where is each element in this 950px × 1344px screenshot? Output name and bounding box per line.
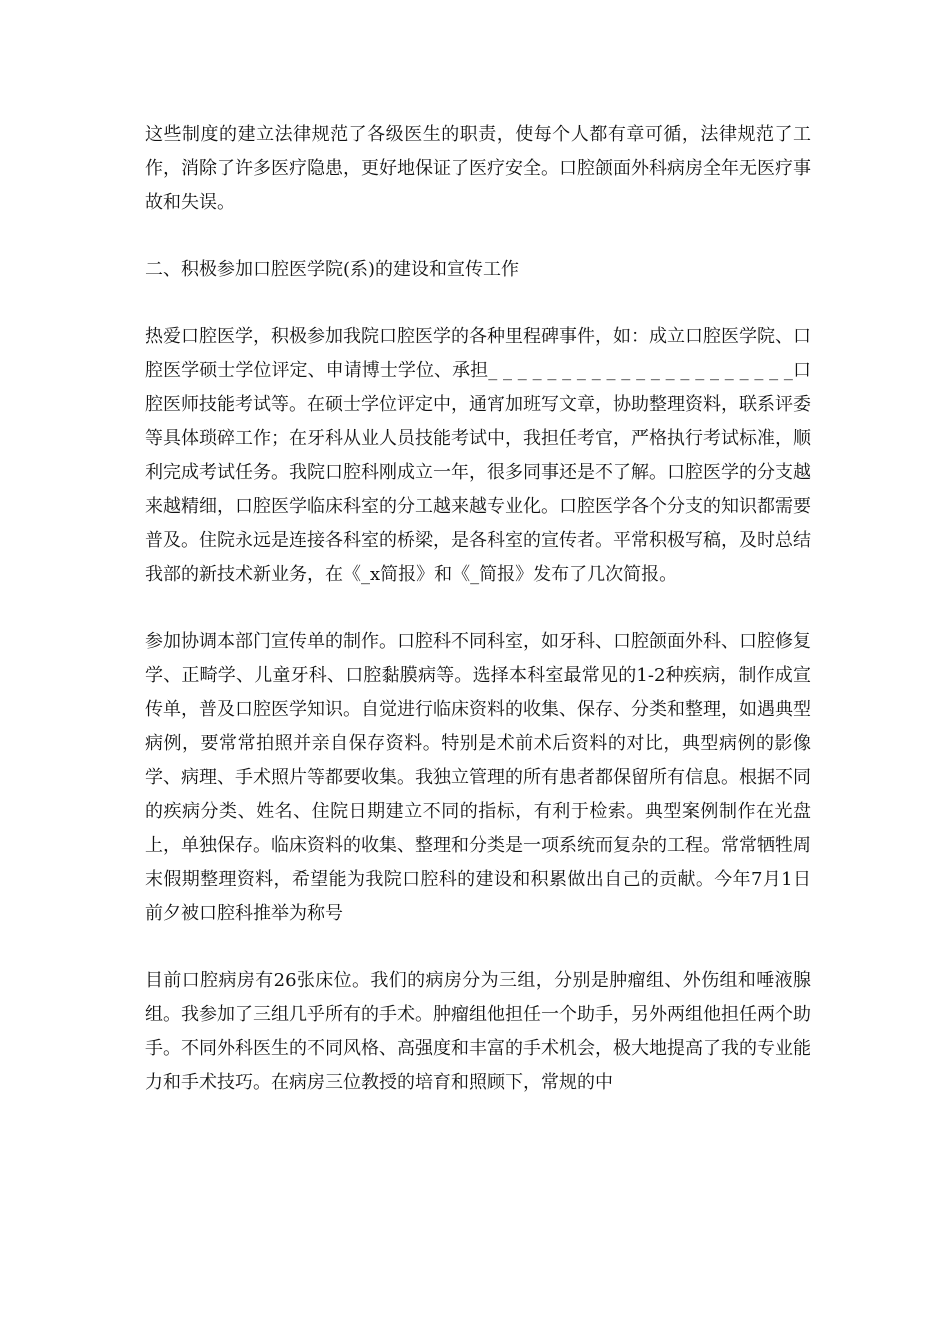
section-heading-2: 二、积极参加口腔医学院(系)的建设和宣传工作 <box>145 259 520 280</box>
document-body <box>145 118 811 1133</box>
paragraph-leaflet-production: 参加协调本部门宣传单的制作。口腔科不同科室，如牙科、口腔颌面外科、口腔修复学、正畸学、儿童牙科、口腔黏膜病等。选择本科室最常见的1-2种疾病，制作成宣传单，普及口腔医学知识。自觉进行临床资料的收集、保存、分类和整理，如遇典型病例，要常常拍照并亲自保存资料。特别是术前术后资料的对比，典型病例的影像学、病理、手术照片等都要收集。我独立管理的所有患者都保留所有信息。根据不同的疾病分类、姓名、住院日期建立不同的指标，有利于检索。典型案例制作在光盘上，单独保存。临床资料的收集、整理和分类是一项系统而复杂的工程。常常牺牲周末假期整理资料，希望能为我院口腔科的建设和积累做出自己的贡献。今年7月1日前夕被口腔科推举为称号 <box>145 631 811 924</box>
paragraph-medical-safety: 这些制度的建立法律规范了各级医生的职责，使每个人都有章可循，法律规范了工作，消除了许多医疗隐患，更好地保证了医疗安全。口腔颌面外科病房全年无医疗事故和失误。 <box>145 124 811 213</box>
paragraph-construction-publicity: 热爱口腔医学，积极参加我院口腔医学的各种里程碑事件，如：成立口腔医学院、口腔医学硕士学位评定、申请博士学位、承担_ _ _ _ _ _ _ _ _ _ _ _ _ _ _ _ _ _ _ _ _口腔医师技能考试等。在硕士学位评定中，通宵加班写文章，协助整理资料，联系评委等具体琐碎工作；在牙科从业人员技能考试中，我担任考官，严格执行考试标准，顺利完成考试任务。我院口腔科刚成立一年，很多同事还是不了解。口腔医学的分支越来越精细，口腔医学临床科室的分工越来越专业化。口腔医学各个分支的知识都需要普及。住院永远是连接各科室的桥梁，是各科室的宣传者。平常积极写稿，及时总结我部的新技术新业务，在《_x简报》和《_简报》发布了几次简报。 <box>145 326 811 585</box>
paragraph-ward-surgery: 目前口腔病房有26张床位。我们的病房分为三组，分别是肿瘤组、外伤组和唾液腺组。我参加了三组几乎所有的手术。肿瘤组他担任一个助手，另外两组他担任两个助手。不同外科医生的不同风格、高强度和丰富的手术机会，极大地提高了我的专业能力和手术技巧。在病房三位教授的培育和照顾下，常规的中 <box>145 970 811 1093</box>
